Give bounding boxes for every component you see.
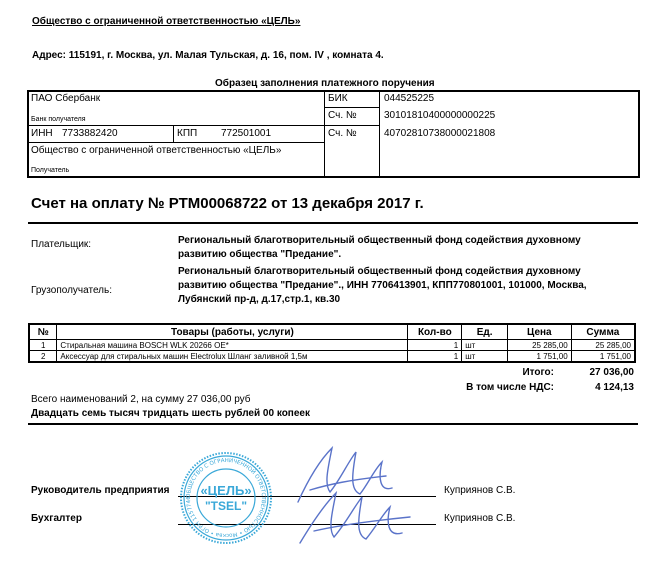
- accountant-signature: [290, 487, 420, 557]
- stamp-text-ru: «ЦЕЛЬ»: [200, 483, 252, 498]
- payment-form-title: Образец заполнения платежного поручения: [215, 78, 435, 89]
- row-num: 1: [29, 340, 57, 351]
- account-value: 40702810738000021808: [384, 128, 496, 139]
- recipient-name: Общество с ограниченной ответственностью «ЦЕЛЬ»: [31, 145, 282, 156]
- payer-value: Региональный благотворительный общественный фонд содействия духовному развитию общества "Предание".: [178, 235, 581, 260]
- row-qty: 1: [408, 340, 462, 351]
- stamp-text-en: "TSEL": [204, 499, 248, 513]
- row-num: 2: [29, 351, 57, 363]
- total-value: 27 036,00: [589, 367, 634, 378]
- kpp-value: 772501001: [221, 128, 272, 139]
- col-header-unit: Ед.: [462, 324, 508, 340]
- row-qty: 1: [408, 351, 462, 363]
- corr-account-value: 30101810400000000225: [384, 110, 496, 121]
- bank-name: ПАО Сбербанк: [31, 93, 101, 104]
- row-price: 1 751,00: [507, 351, 571, 363]
- svg-text:ОБЩЕСТВО С ОГРАНИЧЕННОЙ ОТВЕТС: ОБЩЕСТВО С ОГРАНИЧЕННОЙ ОТВЕТСТВЕННОСТЬЮ • Москва • ОГРН 1157746: [185, 457, 267, 539]
- table-row: [29, 340, 635, 351]
- bik-label: БИК: [328, 93, 348, 104]
- col-header-price: Цена: [507, 324, 571, 340]
- company-stamp: [178, 450, 274, 546]
- company-name: Общество с ограниченной ответственностью «ЦЕЛЬ»: [32, 16, 301, 27]
- table-header-row: [29, 324, 635, 340]
- items-count-text: Всего наименований 2, на сумму 27 036,00 руб: [31, 394, 251, 405]
- row-unit: шт: [462, 340, 508, 351]
- total-label: Итого:: [522, 367, 554, 378]
- consignee-label: Грузополучатель:: [31, 285, 113, 296]
- row-sum: 25 285,00: [571, 340, 635, 351]
- row-name: Аксессуар для стиральных машин Electrolux Шланг заливной 1,5м: [57, 351, 408, 363]
- director-name: Куприянов С.В.: [444, 485, 516, 496]
- vat-value: 4 124,13: [595, 382, 634, 393]
- payer-label: Плательщик:: [31, 239, 92, 250]
- col-header-num: №: [29, 324, 57, 340]
- row-name: Стиральная машина BOSCH WLK 20266 OE*: [57, 340, 408, 351]
- bank-label: Банк получателя: [31, 116, 86, 123]
- col-header-sum: Сумма: [571, 324, 635, 340]
- col-header-qty: Кол-во: [408, 324, 462, 340]
- row-sum: 1 751,00: [571, 351, 635, 363]
- vat-label: В том числе НДС:: [466, 382, 554, 393]
- corr-account-label: Сч. №: [328, 110, 357, 121]
- amount-in-words: Двадцать семь тысяч тридцать шесть рублей 00 копеек: [31, 408, 310, 419]
- consignee-value: Региональный благотворительный общественный фонд содействия духовному развитию общества "Предание"., ИНН 7706413901, КПП770801001, 101000, Москва, Лубянский пр-д, д.17,стр.1, кв.30: [178, 266, 587, 305]
- accountant-name: Куприянов С.В.: [444, 513, 516, 524]
- items-table: [28, 323, 636, 363]
- row-price: 25 285,00: [507, 340, 571, 351]
- inn-value: 7733882420: [62, 128, 118, 139]
- kpp-label: КПП: [177, 128, 198, 139]
- row-unit: шт: [462, 351, 508, 363]
- col-header-goods: Товары (работы, услуги): [57, 324, 408, 340]
- recipient-label: Получатель: [31, 167, 70, 174]
- company-address: Адрес: 115191, г. Москва, ул. Малая Тульская, д. 16, пом. IV , комната 4.: [32, 50, 384, 61]
- table-row: [29, 351, 635, 363]
- inn-label: ИНН: [31, 128, 53, 139]
- bik-value: 044525225: [384, 93, 435, 104]
- account-label: Сч. №: [328, 128, 357, 139]
- invoice-title: Счет на оплату № РТМ00068722 от 13 декабря 2017 г.: [31, 195, 424, 212]
- accountant-label: Бухгалтер: [31, 513, 82, 524]
- director-label: Руководитель предприятия: [31, 485, 170, 496]
